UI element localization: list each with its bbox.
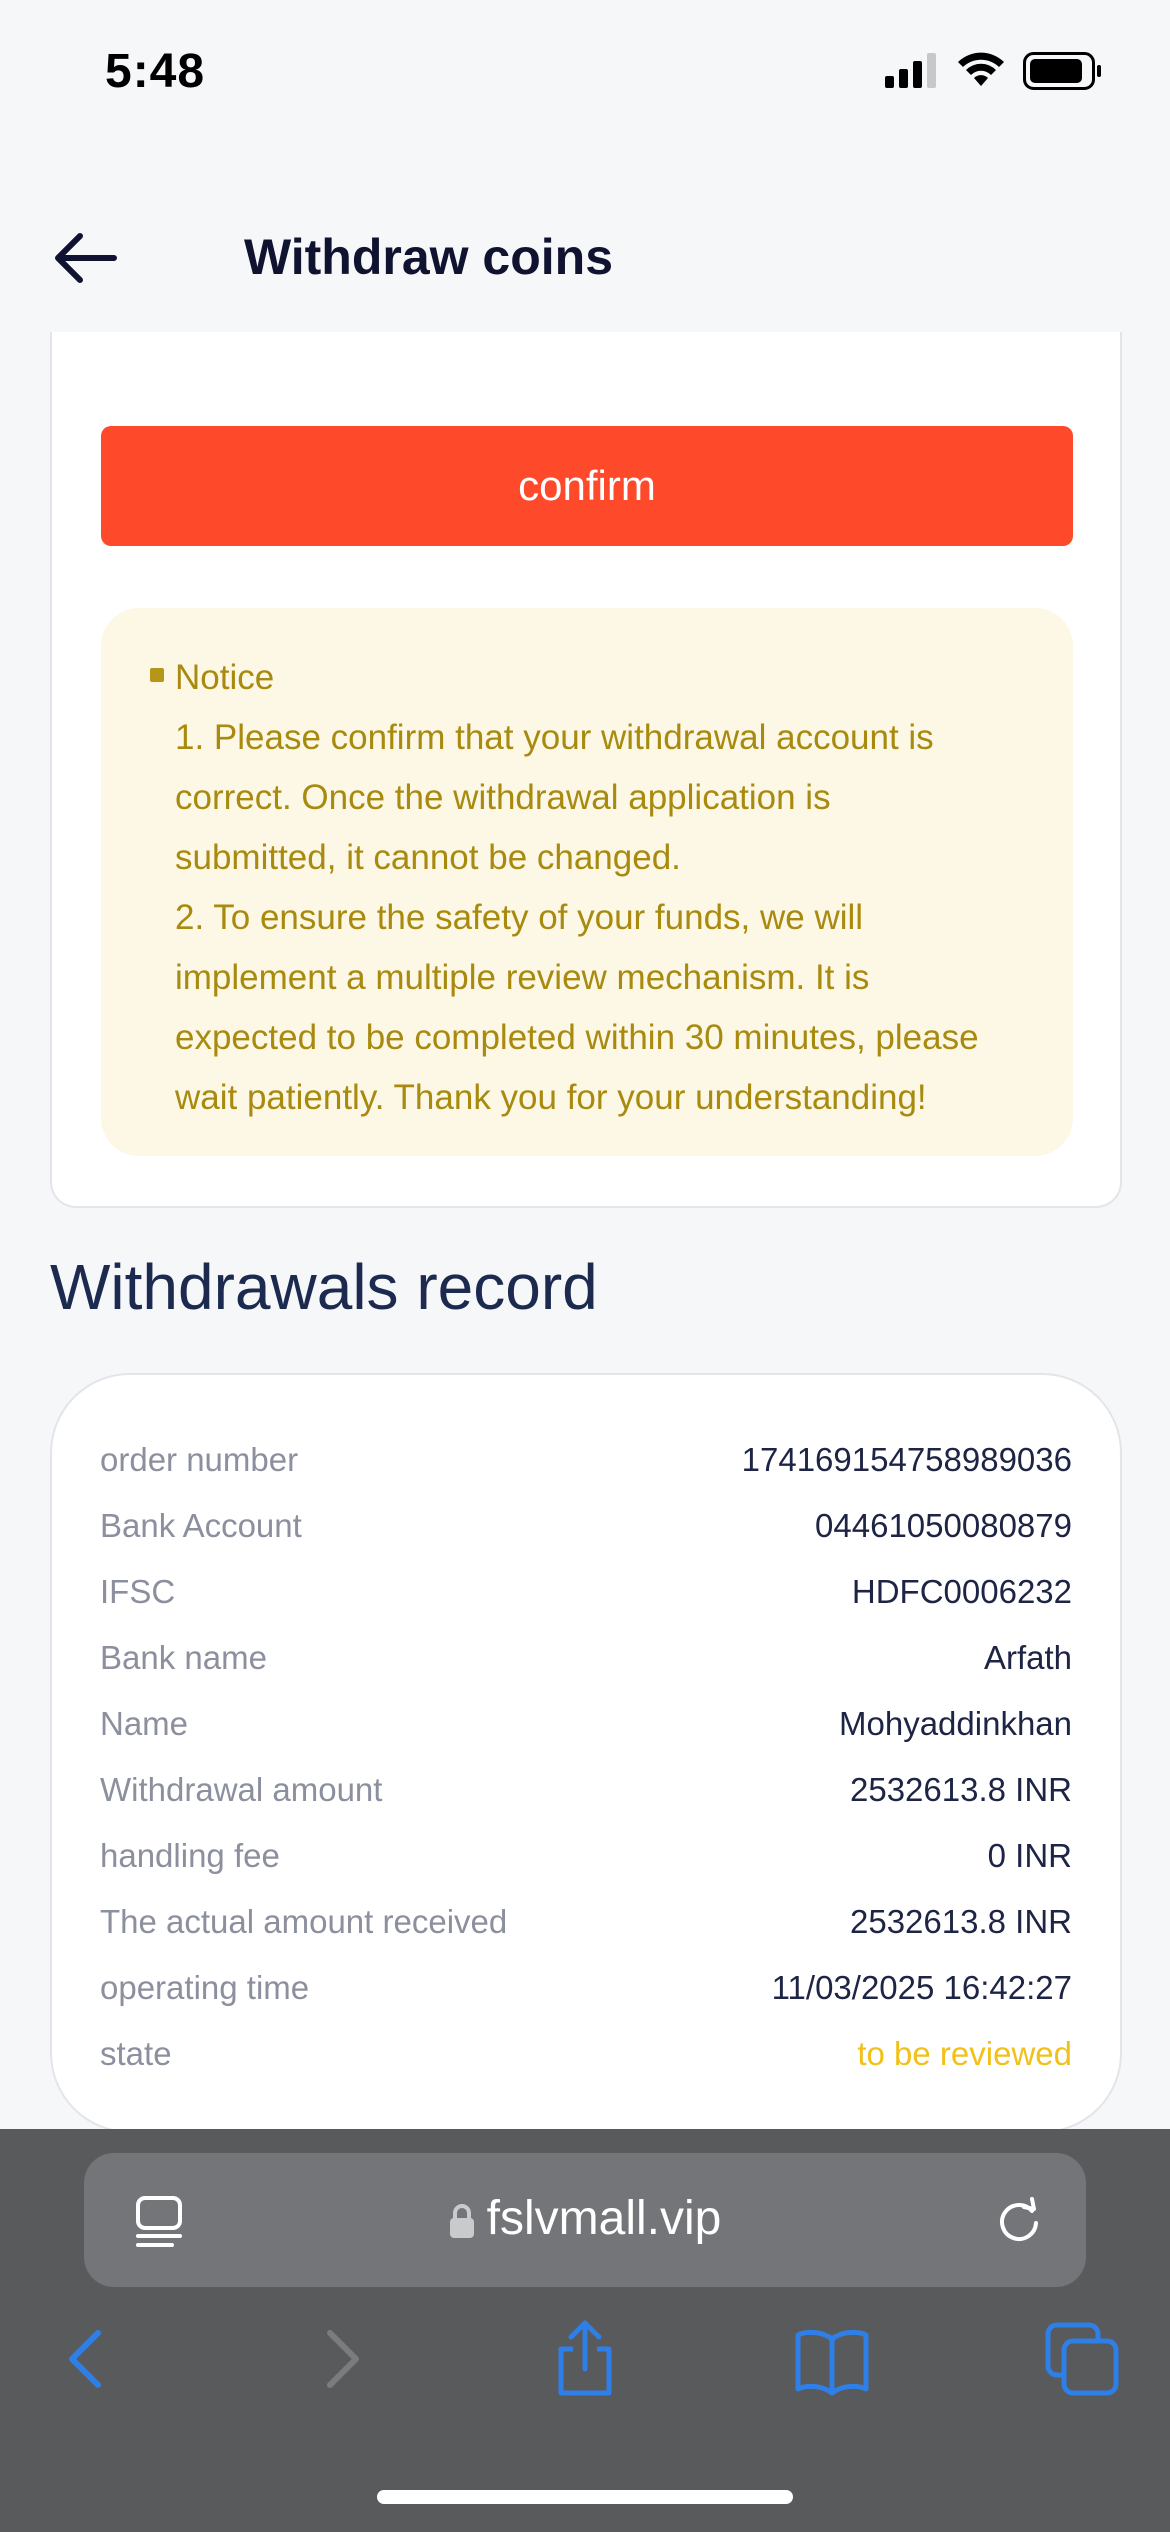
chevron-right-icon[interactable] xyxy=(300,2319,380,2399)
lock-icon xyxy=(449,2203,475,2239)
arrow-left-icon xyxy=(50,228,120,288)
record-label: Bank Account xyxy=(100,1507,302,1544)
record-label: Name xyxy=(100,1705,189,1742)
url-text: fslvmall.vip xyxy=(486,2192,722,2245)
notice-line: expected to be completed within 30 minutes, please xyxy=(175,1018,979,1057)
back-button[interactable] xyxy=(50,228,120,288)
record-label: handling fee xyxy=(100,1837,280,1874)
record-label: The actual amount received xyxy=(100,1903,508,1940)
record-value: 11/03/2025 16:42:27 xyxy=(771,1969,1072,2006)
record-row-state xyxy=(100,2021,1072,2087)
record-label: order number xyxy=(100,1441,299,1478)
notice-line: wait patiently. Thank you for your understanding! xyxy=(175,1078,927,1117)
notice-bullet-icon xyxy=(150,668,164,682)
record-value: HDFC0006232 xyxy=(851,1573,1072,1610)
record-card xyxy=(50,1373,1122,2133)
record-value: Arfath xyxy=(983,1639,1072,1676)
notice-line: implement a multiple review mechanism. It is xyxy=(175,958,870,997)
record-row-order-number xyxy=(100,1427,1072,1493)
battery-icon xyxy=(1023,52,1103,90)
record-value: Mohyaddinkhan xyxy=(839,1705,1072,1742)
notice-line: submitted, it cannot be changed. xyxy=(175,838,681,877)
page-title: Withdraw coins xyxy=(244,229,614,285)
chevron-left-icon[interactable] xyxy=(48,2319,128,2399)
record-row-bank-account xyxy=(100,1493,1072,1559)
notice-line: 2. To ensure the safety of your funds, we will xyxy=(175,898,864,937)
records-heading: Withdrawals record xyxy=(50,1251,598,1323)
record-label: state xyxy=(100,2035,172,2072)
record-row-actual-amount xyxy=(100,1889,1072,1955)
notice-box xyxy=(101,608,1073,1156)
status-time: 5:48 xyxy=(105,45,206,98)
record-value: 174169154758989036 xyxy=(741,1441,1072,1478)
record-label: operating time xyxy=(100,1969,310,2006)
confirm-button[interactable]: confirm xyxy=(101,426,1073,546)
notice-title: Notice xyxy=(175,658,275,697)
record-label: Withdrawal amount xyxy=(100,1771,383,1808)
cellular-signal-icon xyxy=(885,52,937,88)
record-row-handling-fee xyxy=(100,1823,1072,1889)
record-value: 2532613.8 INR xyxy=(850,1771,1072,1808)
record-value: 04461050080879 xyxy=(815,1507,1072,1544)
status-icons xyxy=(885,52,1115,92)
record-row-ifsc xyxy=(100,1559,1072,1625)
header xyxy=(0,200,1170,320)
record-row-bank-name xyxy=(100,1625,1072,1691)
notice-line: 1. Please confirm that your withdrawal account is xyxy=(175,718,934,757)
reload-icon[interactable] xyxy=(992,2193,1046,2247)
record-row-withdrawal-amount xyxy=(100,1757,1072,1823)
notice-line: correct. Once the withdrawal application is xyxy=(175,778,831,817)
browser-toolbar xyxy=(0,2129,1170,2532)
record-label: IFSC xyxy=(100,1573,176,1610)
record-value: 0 INR xyxy=(987,1837,1072,1874)
tabs-icon[interactable] xyxy=(1042,2319,1122,2399)
status-bar xyxy=(0,0,1170,140)
url-display[interactable] xyxy=(84,2191,1086,2246)
wifi-icon xyxy=(957,52,1005,88)
record-label: Bank name xyxy=(100,1639,267,1676)
withdraw-form-card xyxy=(50,332,1122,1208)
record-row-name xyxy=(100,1691,1072,1757)
record-value: 2532613.8 INR xyxy=(850,1903,1072,1940)
home-indicator[interactable] xyxy=(377,2490,793,2504)
bookmarks-icon[interactable] xyxy=(792,2319,872,2399)
address-bar[interactable] xyxy=(84,2153,1086,2287)
status-badge: to be reviewed xyxy=(857,2035,1072,2072)
share-icon[interactable] xyxy=(545,2319,625,2399)
record-row-operating-time xyxy=(100,1955,1072,2021)
